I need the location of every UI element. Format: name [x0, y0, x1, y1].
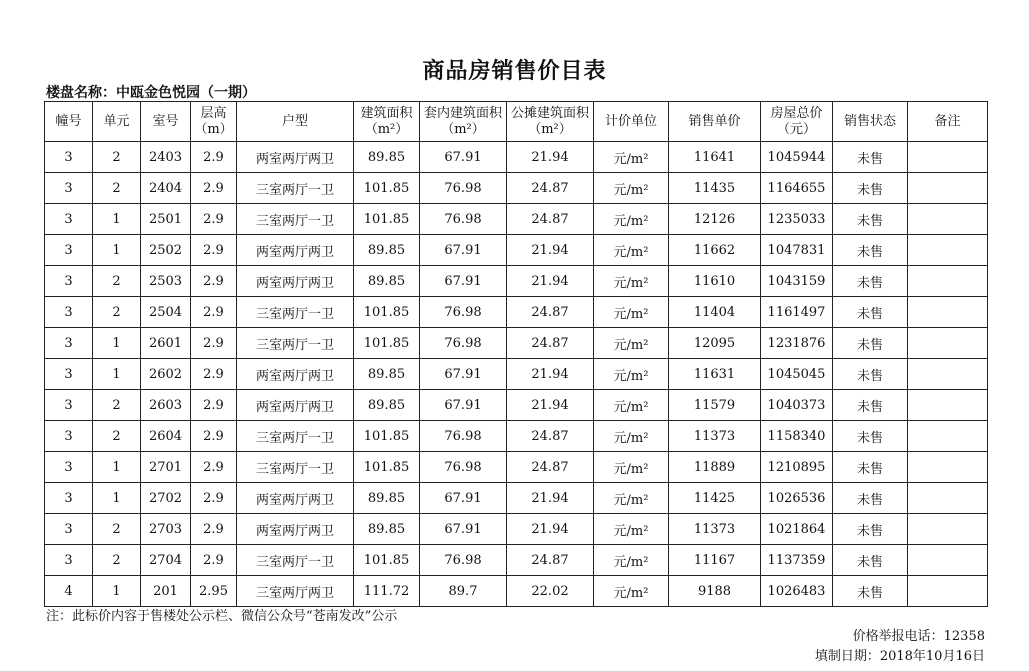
cell-shared-area: 24.87	[507, 173, 594, 204]
cell-floor-height: 2.9	[191, 452, 237, 483]
table-row	[45, 359, 988, 390]
cell-room-no: 201	[141, 576, 191, 607]
cell-floor-height: 2.9	[191, 204, 237, 235]
cell-building-no: 3	[45, 514, 93, 545]
cell-floor-height: 2.9	[191, 359, 237, 390]
cell-floor-height: 2.9	[191, 235, 237, 266]
cell-gross-area: 101.85	[354, 421, 420, 452]
cell-gross-area: 101.85	[354, 173, 420, 204]
cell-pricing-unit: 元/m²	[594, 297, 669, 328]
cell-room-no: 2703	[141, 514, 191, 545]
cell-unit-price: 11641	[669, 142, 761, 173]
cell-remarks	[908, 173, 988, 204]
cell-unit-price: 11662	[669, 235, 761, 266]
cell-sale-status: 未售	[833, 204, 908, 235]
cell-total-price: 1026536	[761, 483, 833, 514]
cell-room-no: 2603	[141, 390, 191, 421]
cell-inner-area: 67.91	[420, 483, 507, 514]
header-shared-area: 公摊建筑面积（m²）	[507, 102, 594, 142]
cell-sale-status: 未售	[833, 359, 908, 390]
header-layout: 户型	[237, 102, 354, 142]
cell-sale-status: 未售	[833, 266, 908, 297]
fill-date: 填制日期：2018年10月16日	[814, 649, 985, 664]
cell-unit: 2	[93, 390, 141, 421]
cell-unit: 1	[93, 452, 141, 483]
cell-room-no: 2504	[141, 297, 191, 328]
table-body	[45, 142, 988, 607]
header-room-no: 室号	[141, 102, 191, 142]
cell-sale-status: 未售	[833, 514, 908, 545]
cell-unit: 2	[93, 421, 141, 452]
cell-sale-status: 未售	[833, 483, 908, 514]
table-row	[45, 545, 988, 576]
cell-total-price: 1164655	[761, 173, 833, 204]
cell-remarks	[908, 452, 988, 483]
cell-layout: 两室两厅两卫	[237, 359, 354, 390]
cell-unit: 2	[93, 545, 141, 576]
cell-unit-price: 11373	[669, 421, 761, 452]
cell-gross-area: 89.85	[354, 266, 420, 297]
cell-layout: 三室两厅一卫	[237, 204, 354, 235]
cell-room-no: 2604	[141, 421, 191, 452]
cell-inner-area: 76.98	[420, 545, 507, 576]
project-name-label: 楼盘名称：中瓯金色悦园（一期）	[46, 85, 256, 101]
cell-shared-area: 21.94	[507, 235, 594, 266]
cell-shared-area: 21.94	[507, 359, 594, 390]
cell-layout: 三室两厅一卫	[237, 452, 354, 483]
table-row	[45, 142, 988, 173]
cell-total-price: 1235033	[761, 204, 833, 235]
cell-sale-status: 未售	[833, 297, 908, 328]
cell-remarks	[908, 266, 988, 297]
cell-inner-area: 89.7	[420, 576, 507, 607]
cell-shared-area: 24.87	[507, 297, 594, 328]
cell-room-no: 2404	[141, 173, 191, 204]
cell-pricing-unit: 元/m²	[594, 452, 669, 483]
cell-shared-area: 21.94	[507, 390, 594, 421]
cell-shared-area: 24.87	[507, 421, 594, 452]
cell-floor-height: 2.9	[191, 421, 237, 452]
table-row	[45, 483, 988, 514]
cell-remarks	[908, 483, 988, 514]
cell-room-no: 2403	[141, 142, 191, 173]
header-unit: 单元	[93, 102, 141, 142]
price-hotline: 价格举报电话：12358	[852, 629, 985, 644]
cell-pricing-unit: 元/m²	[594, 173, 669, 204]
cell-unit-price: 9188	[669, 576, 761, 607]
table-row	[45, 452, 988, 483]
cell-total-price: 1026483	[761, 576, 833, 607]
cell-room-no: 2704	[141, 545, 191, 576]
cell-remarks	[908, 576, 988, 607]
cell-total-price: 1137359	[761, 545, 833, 576]
cell-layout: 三室两厅一卫	[237, 421, 354, 452]
cell-unit: 1	[93, 328, 141, 359]
cell-shared-area: 21.94	[507, 514, 594, 545]
cell-total-price: 1210895	[761, 452, 833, 483]
cell-unit: 1	[93, 235, 141, 266]
cell-pricing-unit: 元/m²	[594, 328, 669, 359]
cell-layout: 三室两厅一卫	[237, 328, 354, 359]
cell-pricing-unit: 元/m²	[594, 266, 669, 297]
cell-remarks	[908, 390, 988, 421]
cell-remarks	[908, 545, 988, 576]
cell-unit-price: 12095	[669, 328, 761, 359]
cell-inner-area: 67.91	[420, 390, 507, 421]
cell-total-price: 1158340	[761, 421, 833, 452]
cell-pricing-unit: 元/m²	[594, 390, 669, 421]
cell-unit-price: 11404	[669, 297, 761, 328]
cell-inner-area: 76.98	[420, 204, 507, 235]
cell-gross-area: 89.85	[354, 514, 420, 545]
cell-sale-status: 未售	[833, 452, 908, 483]
cell-building-no: 3	[45, 328, 93, 359]
header-pricing-unit: 计价单位	[594, 102, 669, 142]
cell-layout: 三室两厅一卫	[237, 297, 354, 328]
cell-building-no: 3	[45, 483, 93, 514]
cell-inner-area: 76.98	[420, 452, 507, 483]
cell-building-no: 3	[45, 359, 93, 390]
cell-room-no: 2701	[141, 452, 191, 483]
table-row	[45, 328, 988, 359]
price-list-table	[44, 101, 988, 607]
cell-unit-price: 11631	[669, 359, 761, 390]
cell-building-no: 3	[45, 235, 93, 266]
cell-layout: 三室两厅一卫	[237, 173, 354, 204]
cell-room-no: 2602	[141, 359, 191, 390]
cell-floor-height: 2.9	[191, 142, 237, 173]
cell-unit: 2	[93, 173, 141, 204]
cell-floor-height: 2.9	[191, 390, 237, 421]
cell-layout: 两室两厅两卫	[237, 514, 354, 545]
cell-inner-area: 67.91	[420, 235, 507, 266]
document-title: 商品房销售价目表	[422, 59, 607, 84]
cell-floor-height: 2.95	[191, 576, 237, 607]
cell-unit-price: 11579	[669, 390, 761, 421]
cell-layout: 两室两厅两卫	[237, 483, 354, 514]
cell-building-no: 3	[45, 297, 93, 328]
cell-layout: 两室两厅两卫	[237, 266, 354, 297]
cell-remarks	[908, 328, 988, 359]
cell-shared-area: 24.87	[507, 452, 594, 483]
cell-total-price: 1043159	[761, 266, 833, 297]
cell-gross-area: 101.85	[354, 297, 420, 328]
cell-unit: 1	[93, 483, 141, 514]
cell-building-no: 3	[45, 390, 93, 421]
cell-room-no: 2502	[141, 235, 191, 266]
cell-unit-price: 11889	[669, 452, 761, 483]
cell-pricing-unit: 元/m²	[594, 204, 669, 235]
cell-remarks	[908, 359, 988, 390]
header-total-price: 房屋总价（元）	[761, 102, 833, 142]
cell-gross-area: 101.85	[354, 545, 420, 576]
table-row	[45, 421, 988, 452]
cell-total-price: 1040373	[761, 390, 833, 421]
cell-unit-price: 11425	[669, 483, 761, 514]
cell-total-price: 1161497	[761, 297, 833, 328]
cell-building-no: 3	[45, 452, 93, 483]
cell-sale-status: 未售	[833, 545, 908, 576]
cell-pricing-unit: 元/m²	[594, 576, 669, 607]
table-row	[45, 235, 988, 266]
cell-floor-height: 2.9	[191, 266, 237, 297]
table-header-row	[45, 102, 988, 142]
footnote: 注：此标价内容于售楼处公示栏、微信公众号“苍南发改”公示	[46, 609, 398, 624]
cell-shared-area: 24.87	[507, 545, 594, 576]
cell-sale-status: 未售	[833, 328, 908, 359]
cell-pricing-unit: 元/m²	[594, 483, 669, 514]
cell-remarks	[908, 142, 988, 173]
cell-gross-area: 89.85	[354, 235, 420, 266]
header-remarks: 备注	[908, 102, 988, 142]
cell-building-no: 3	[45, 421, 93, 452]
cell-gross-area: 89.85	[354, 142, 420, 173]
table-row	[45, 576, 988, 607]
cell-inner-area: 67.91	[420, 142, 507, 173]
cell-floor-height: 2.9	[191, 297, 237, 328]
cell-gross-area: 89.85	[354, 390, 420, 421]
cell-shared-area: 21.94	[507, 142, 594, 173]
cell-shared-area: 21.94	[507, 483, 594, 514]
header-floor-height: 层高（m）	[191, 102, 237, 142]
cell-sale-status: 未售	[833, 421, 908, 452]
cell-building-no: 3	[45, 204, 93, 235]
cell-building-no: 3	[45, 266, 93, 297]
cell-pricing-unit: 元/m²	[594, 545, 669, 576]
cell-pricing-unit: 元/m²	[594, 142, 669, 173]
cell-remarks	[908, 297, 988, 328]
cell-floor-height: 2.9	[191, 483, 237, 514]
cell-total-price: 1047831	[761, 235, 833, 266]
cell-unit: 1	[93, 576, 141, 607]
cell-sale-status: 未售	[833, 576, 908, 607]
table-row	[45, 173, 988, 204]
cell-gross-area: 101.85	[354, 328, 420, 359]
cell-shared-area: 24.87	[507, 328, 594, 359]
cell-shared-area: 21.94	[507, 266, 594, 297]
cell-layout: 两室两厅两卫	[237, 390, 354, 421]
cell-shared-area: 24.87	[507, 204, 594, 235]
cell-gross-area: 111.72	[354, 576, 420, 607]
cell-unit-price: 11610	[669, 266, 761, 297]
cell-inner-area: 76.98	[420, 328, 507, 359]
cell-room-no: 2501	[141, 204, 191, 235]
cell-sale-status: 未售	[833, 173, 908, 204]
cell-unit-price: 12126	[669, 204, 761, 235]
cell-layout: 三室两厅两卫	[237, 576, 354, 607]
cell-remarks	[908, 204, 988, 235]
cell-unit: 1	[93, 359, 141, 390]
cell-inner-area: 67.91	[420, 514, 507, 545]
cell-inner-area: 76.98	[420, 421, 507, 452]
cell-building-no: 4	[45, 576, 93, 607]
table-row	[45, 204, 988, 235]
cell-inner-area: 67.91	[420, 359, 507, 390]
header-gross-area: 建筑面积（m²）	[354, 102, 420, 142]
cell-layout: 两室两厅两卫	[237, 142, 354, 173]
cell-pricing-unit: 元/m²	[594, 421, 669, 452]
cell-unit-price: 11435	[669, 173, 761, 204]
header-inner-area: 套内建筑面积（m²）	[420, 102, 507, 142]
cell-floor-height: 2.9	[191, 173, 237, 204]
cell-unit-price: 11167	[669, 545, 761, 576]
cell-remarks	[908, 514, 988, 545]
cell-total-price: 1045944	[761, 142, 833, 173]
cell-shared-area: 22.02	[507, 576, 594, 607]
cell-inner-area: 67.91	[420, 266, 507, 297]
cell-sale-status: 未售	[833, 390, 908, 421]
header-building-no: 幢号	[45, 102, 93, 142]
cell-layout: 三室两厅一卫	[237, 545, 354, 576]
cell-unit: 1	[93, 204, 141, 235]
cell-total-price: 1231876	[761, 328, 833, 359]
cell-pricing-unit: 元/m²	[594, 514, 669, 545]
cell-gross-area: 89.85	[354, 359, 420, 390]
header-unit-price: 销售单价	[669, 102, 761, 142]
cell-room-no: 2702	[141, 483, 191, 514]
table-row	[45, 390, 988, 421]
cell-unit-price: 11373	[669, 514, 761, 545]
cell-inner-area: 76.98	[420, 297, 507, 328]
cell-gross-area: 89.85	[354, 483, 420, 514]
cell-total-price: 1021864	[761, 514, 833, 545]
cell-unit: 2	[93, 297, 141, 328]
cell-floor-height: 2.9	[191, 514, 237, 545]
cell-sale-status: 未售	[833, 142, 908, 173]
cell-room-no: 2503	[141, 266, 191, 297]
cell-remarks	[908, 235, 988, 266]
cell-total-price: 1045045	[761, 359, 833, 390]
table-row	[45, 514, 988, 545]
cell-room-no: 2601	[141, 328, 191, 359]
cell-remarks	[908, 421, 988, 452]
cell-gross-area: 101.85	[354, 204, 420, 235]
cell-floor-height: 2.9	[191, 545, 237, 576]
cell-building-no: 3	[45, 545, 93, 576]
cell-pricing-unit: 元/m²	[594, 235, 669, 266]
cell-building-no: 3	[45, 173, 93, 204]
cell-unit: 2	[93, 514, 141, 545]
cell-layout: 两室两厅两卫	[237, 235, 354, 266]
cell-gross-area: 101.85	[354, 452, 420, 483]
cell-pricing-unit: 元/m²	[594, 359, 669, 390]
cell-unit: 2	[93, 142, 141, 173]
table-row	[45, 266, 988, 297]
cell-sale-status: 未售	[833, 235, 908, 266]
table-row	[45, 297, 988, 328]
cell-unit: 2	[93, 266, 141, 297]
cell-floor-height: 2.9	[191, 328, 237, 359]
header-sale-status: 销售状态	[833, 102, 908, 142]
cell-inner-area: 76.98	[420, 173, 507, 204]
cell-building-no: 3	[45, 142, 93, 173]
